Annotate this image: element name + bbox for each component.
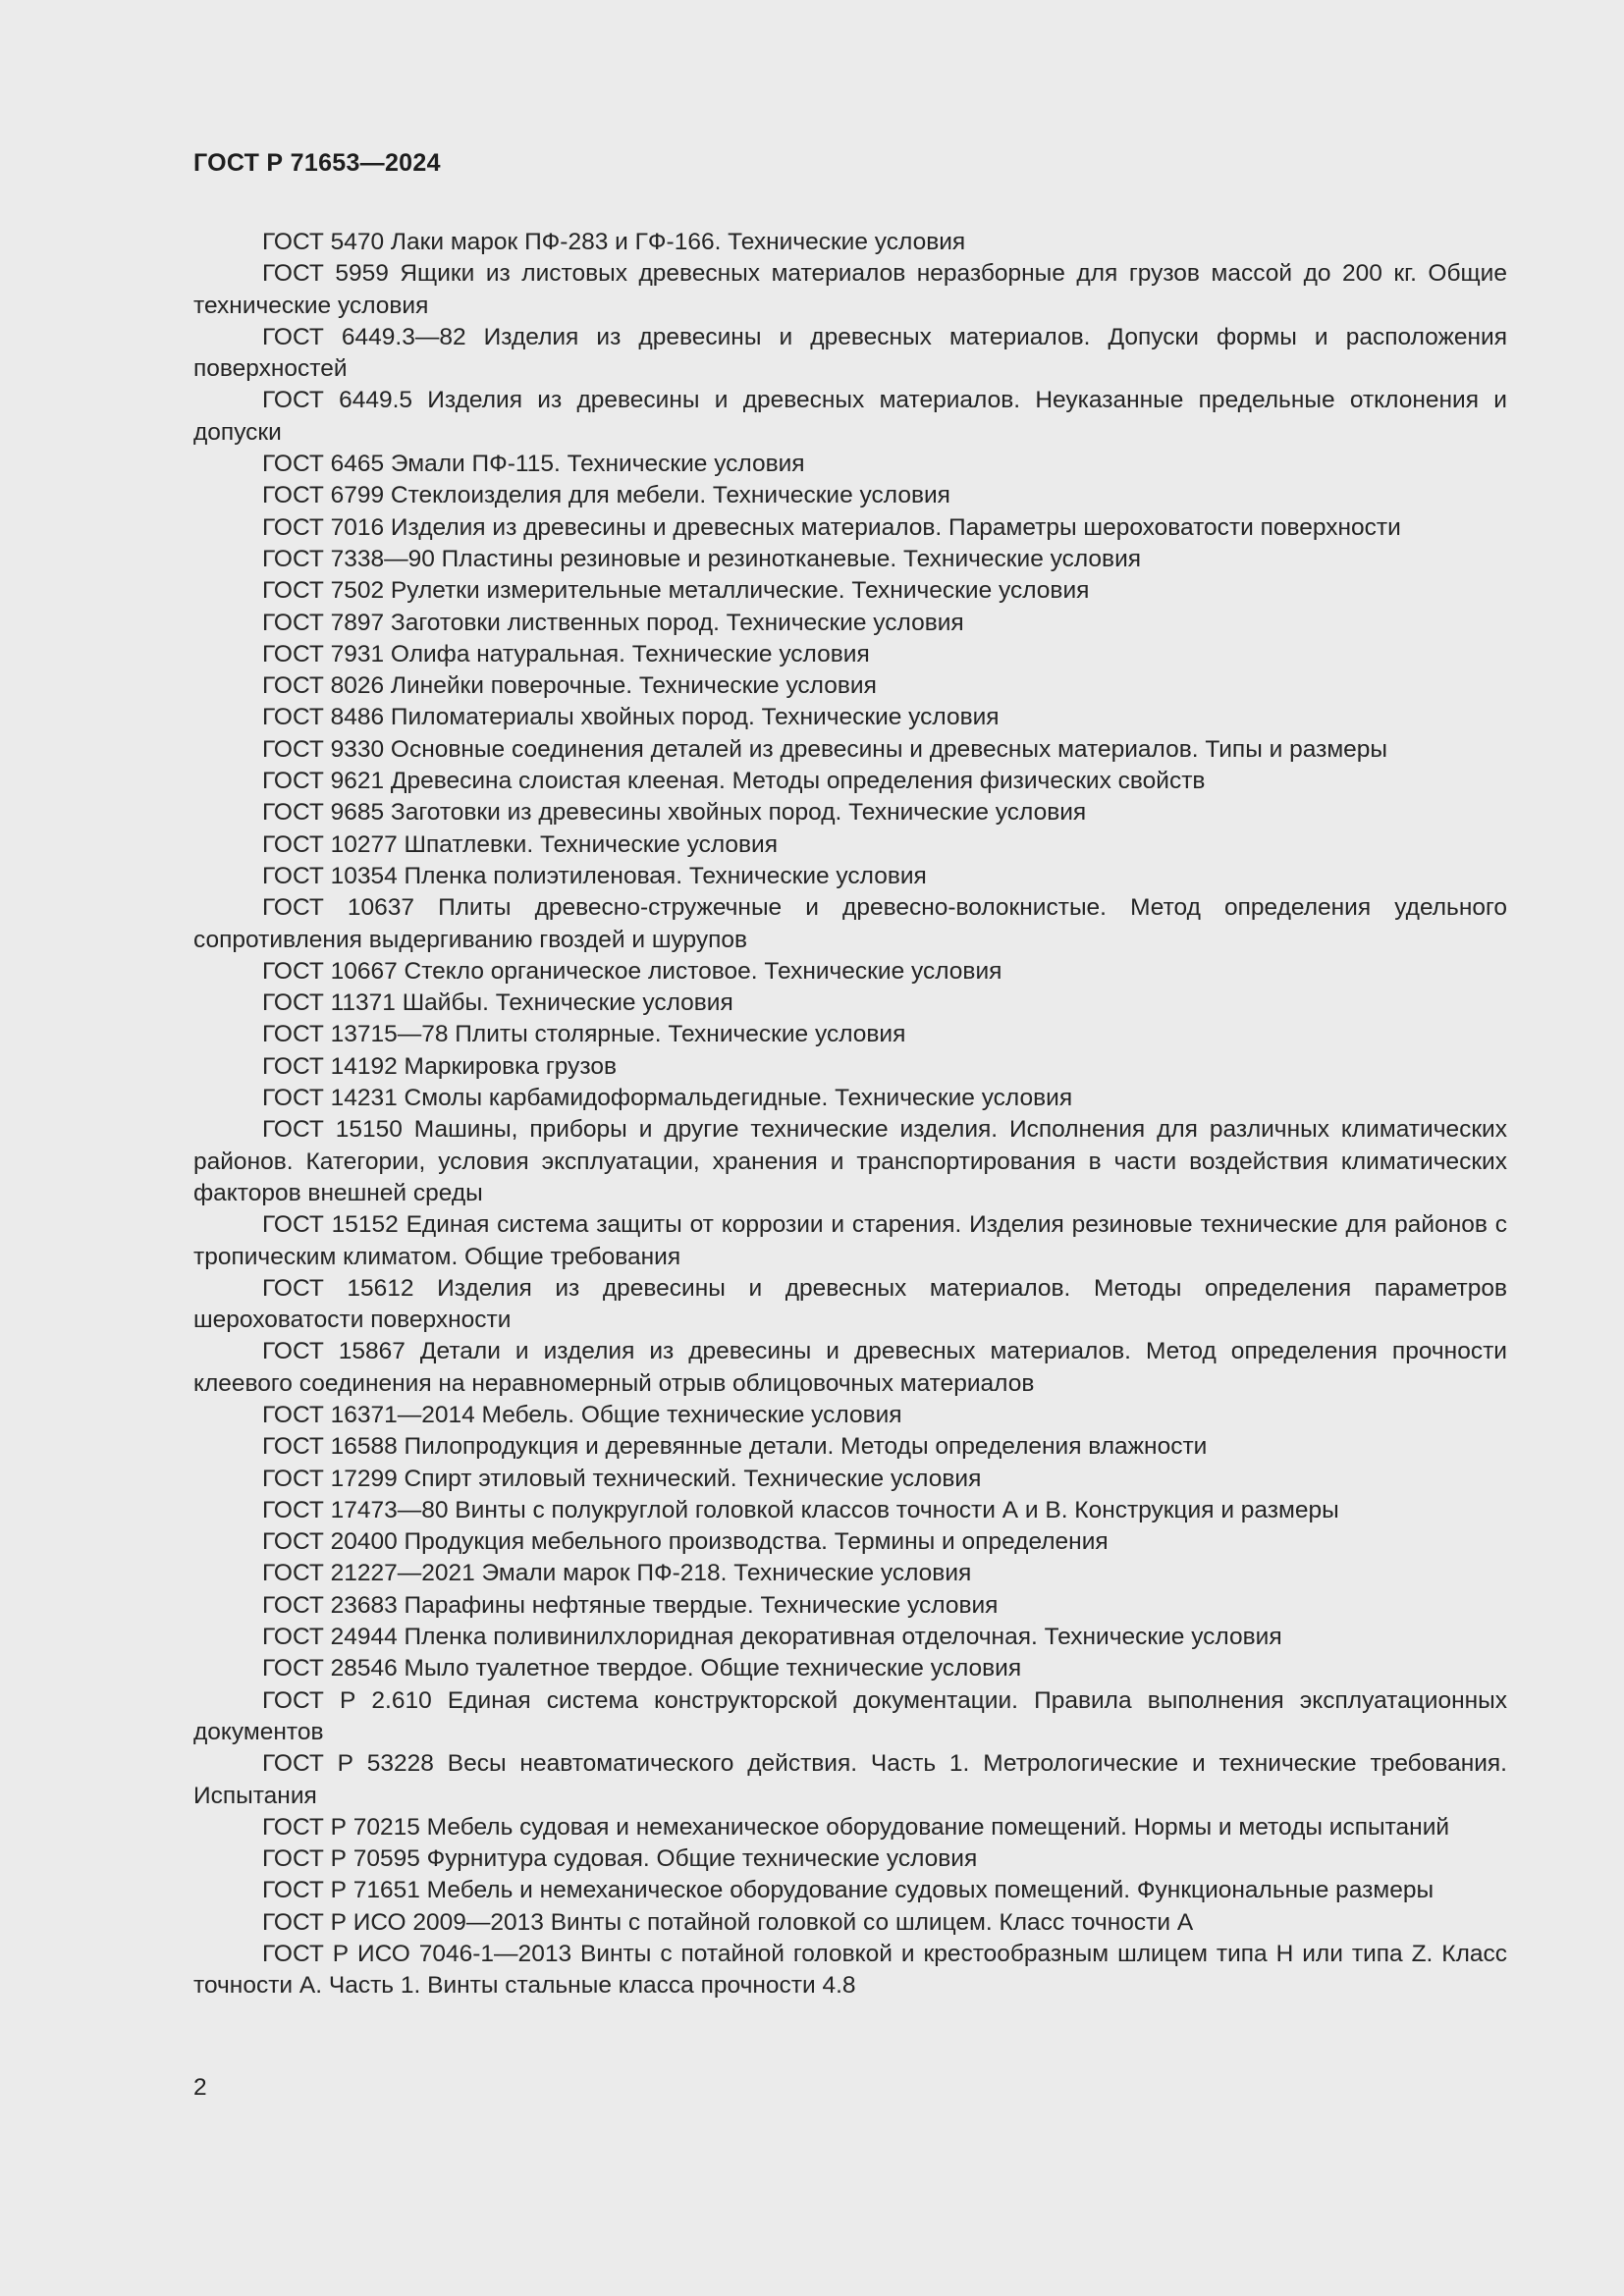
reference-entry: ГОСТ 17299 Спирт этиловый технический. Технические условия xyxy=(262,1465,982,1492)
reference-entry: ГОСТ 9330 Основные соединения деталей из древесины и древесных материалов. Типы и размеры xyxy=(262,735,1388,763)
page-number: 2 xyxy=(193,2074,207,2101)
reference-entry: ГОСТ 7931 Олифа натуральная. Технические условия xyxy=(262,640,870,667)
reference-entry: ГОСТ 28546 Мыло туалетное твердое. Общие технические условия xyxy=(262,1655,1022,1682)
reference-entry: ГОСТ Р ИСО 2009—2013 Винты с потайной головкой со шлицем. Класс точности А xyxy=(262,1908,1194,1936)
reference-entry: ГОСТ 6449.5 Изделия из древесины и древесных материалов. Неуказанные предельные отклонения и допуски xyxy=(193,387,1507,446)
reference-entry: ГОСТ 7016 Изделия из древесины и древесных материалов. Параметры шероховатости поверхности xyxy=(262,513,1401,541)
reference-entry: ГОСТ 10637 Плиты древесно-стружечные и древесно-волокнистые. Метод определения удельного сопротивления выдергиванию гвоздей и шурупов xyxy=(193,894,1507,953)
reference-entry: ГОСТ 14231 Смолы карбамидоформальдегидные. Технические условия xyxy=(262,1085,1073,1112)
reference-entry: ГОСТ 15150 Машины, приборы и другие технические изделия. Исполнения для различных климатических районов. Категории, условия эксплуатации, хранения и транспортирования в части воздействия климатических факторов внешней среды xyxy=(193,1116,1507,1206)
normative-references-list xyxy=(193,227,1507,2002)
reference-entry: ГОСТ 5959 Ящики из листовых древесных материалов неразборные для грузов массой до 200 кг. Общие технические условия xyxy=(193,260,1507,319)
reference-entry: ГОСТ 11371 Шайбы. Технические условия xyxy=(262,989,733,1017)
reference-entry: ГОСТ 7338—90 Пластины резиновые и резинотканевые. Технические условия xyxy=(262,545,1142,572)
reference-entry: ГОСТ 10354 Пленка полиэтиленовая. Технические условия xyxy=(262,862,927,889)
reference-entry: ГОСТ 24944 Пленка поливинилхлоридная декоративная отделочная. Технические условия xyxy=(262,1624,1282,1651)
reference-entry: ГОСТ 8486 Пиломатериалы хвойных пород. Технические условия xyxy=(262,704,1000,731)
reference-entry: ГОСТ Р ИСО 7046-1—2013 Винты с потайной головкой и крестообразным шлицем типа Н или типа Z. Класс точности А. Часть 1. Винты стальные класса прочности 4.8 xyxy=(193,1941,1507,2000)
reference-entry: ГОСТ 10667 Стекло органическое листовое. Технические условия xyxy=(262,957,1002,985)
reference-entry: ГОСТ 6799 Стеклоизделия для мебели. Технические условия xyxy=(262,482,950,509)
reference-entry: ГОСТ Р 70595 Фурнитура судовая. Общие технические условия xyxy=(262,1845,978,1873)
reference-entry: ГОСТ Р 53228 Весы неавтоматического действия. Часть 1. Метрологические и технические требования. Испытания xyxy=(193,1750,1507,1809)
reference-entry: ГОСТ 7897 Заготовки лиственных пород. Технические условия xyxy=(262,609,964,636)
reference-entry: ГОСТ 16371—2014 Мебель. Общие технические условия xyxy=(262,1401,902,1428)
reference-entry: ГОСТ Р 71651 Мебель и немеханическое оборудование судовых помещений. Функциональные размеры xyxy=(262,1877,1435,1904)
reference-entry: ГОСТ 14192 Маркировка грузов xyxy=(262,1052,617,1080)
reference-entry: ГОСТ 6465 Эмали ПФ-115. Технические условия xyxy=(262,451,805,478)
reference-entry: ГОСТ 7502 Рулетки измерительные металлические. Технические условия xyxy=(262,577,1090,605)
reference-entry: ГОСТ Р 2.610 Единая система конструкторской документации. Правила выполнения эксплуатационных документов xyxy=(193,1686,1507,1745)
reference-entry: ГОСТ 17473—80 Винты с полукруглой головкой классов точности А и В. Конструкция и размеры xyxy=(262,1496,1339,1523)
reference-entry: ГОСТ 9621 Древесина слоистая клееная. Методы определения физических свойств xyxy=(262,768,1206,795)
reference-entry: ГОСТ 21227—2021 Эмали марок ПФ-218. Технические условия xyxy=(262,1560,972,1587)
reference-entry: ГОСТ Р 70215 Мебель судовая и немеханическое оборудование помещений. Нормы и методы испытаний xyxy=(262,1813,1450,1841)
reference-entry: ГОСТ 15867 Детали и изделия из древесины и древесных материалов. Метод определения прочности клеевого соединения на неравномерный отрыв облицовочных материалов xyxy=(193,1338,1507,1397)
reference-entry: ГОСТ 15152 Единая система защиты от коррозии и старения. Изделия резиновые технические для районов с тропическим климатом. Общие требования xyxy=(193,1211,1507,1270)
reference-entry: ГОСТ 9685 Заготовки из древесины хвойных пород. Технические условия xyxy=(262,799,1087,827)
reference-entry: ГОСТ 8026 Линейки поверочные. Технические условия xyxy=(262,672,877,700)
reference-entry: ГОСТ 23683 Парафины нефтяные твердые. Технические условия xyxy=(262,1591,999,1619)
reference-entry: ГОСТ 13715—78 Плиты столярные. Технические условия xyxy=(262,1021,906,1048)
reference-entry: ГОСТ 10277 Шпатлевки. Технические условия xyxy=(262,830,778,858)
document-code-header: ГОСТ Р 71653—2024 xyxy=(193,149,441,177)
reference-entry: ГОСТ 20400 Продукция мебельного производства. Термины и определения xyxy=(262,1528,1109,1556)
reference-entry: ГОСТ 16588 Пилопродукция и деревянные детали. Методы определения влажности xyxy=(262,1433,1208,1461)
reference-entry: ГОСТ 6449.3—82 Изделия из древесины и древесных материалов. Допуски формы и расположения поверхностей xyxy=(193,323,1507,383)
reference-entry: ГОСТ 5470 Лаки марок ПФ-283 и ГФ-166. Технические условия xyxy=(262,229,966,255)
reference-entry: ГОСТ 15612 Изделия из древесины и древесных материалов. Методы определения параметров шероховатости поверхности xyxy=(193,1274,1507,1334)
